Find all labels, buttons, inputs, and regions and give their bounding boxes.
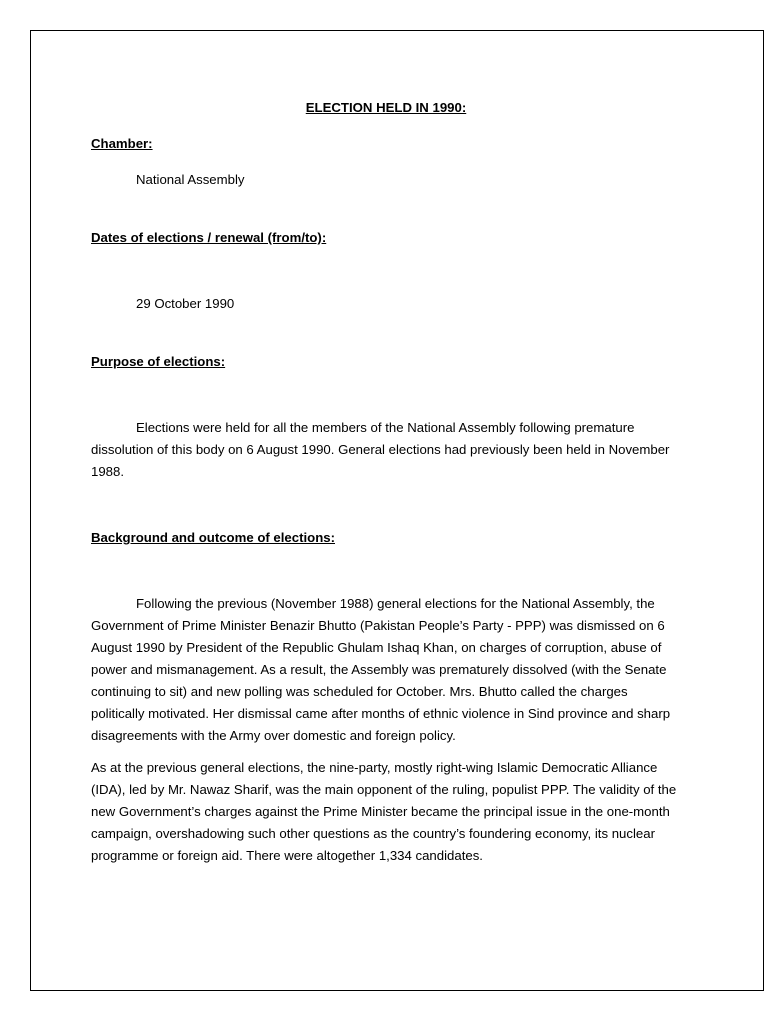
chamber-heading: Chamber: bbox=[91, 136, 153, 151]
document-body bbox=[91, 97, 681, 867]
background-paragraph-1: Following the previous (November 1988) general elections for the National Assembly, the Government of Prime Minister Benazir Bhutto (Pakistan People’s Party - PPP) was dismissed on 6 August 1990 by President of the Republic Ghulam Ishaq Khan, on charges of corruption, abuse of power and mismanagement. As a result, the Assembly was prematurely dissolved (with the Senate continuing to sit) and new polling was scheduled for October. Mrs. Bhutto called the charges politically motivated. Her dismissal came after months of ethnic violence in Sind province and sharp disagreements with the Army over domestic and foreign policy. bbox=[91, 596, 671, 743]
document-title: ELECTION HELD IN 1990: bbox=[305, 100, 467, 115]
document-page bbox=[30, 30, 764, 991]
dates-value: 29 October 1990 bbox=[136, 296, 235, 311]
purpose-heading: Purpose of elections: bbox=[91, 354, 226, 369]
background-heading: Background and outcome of elections: bbox=[91, 530, 335, 545]
dates-heading: Dates of elections / renewal (from/to): bbox=[91, 230, 327, 245]
chamber-value: National Assembly bbox=[136, 172, 245, 187]
purpose-paragraph: Elections were held for all the members of the National Assembly following premature dissolution of this body on 6 August 1990. General elections had previously been held in November 1988. bbox=[91, 420, 670, 479]
background-paragraph-2: As at the previous general elections, the nine-party, mostly right-wing Islamic Democratic Alliance (IDA), led by Mr. Nawaz Sharif, was the main opponent of the ruling, populist PPP. The validity of the new Government’s charges against the Prime Minister became the principal issue in the one-month campaign, overshadowing such other questions as the country’s foundering economy, its nuclear programme or foreign aid. There were altogether 1,334 candidates. bbox=[91, 760, 677, 863]
